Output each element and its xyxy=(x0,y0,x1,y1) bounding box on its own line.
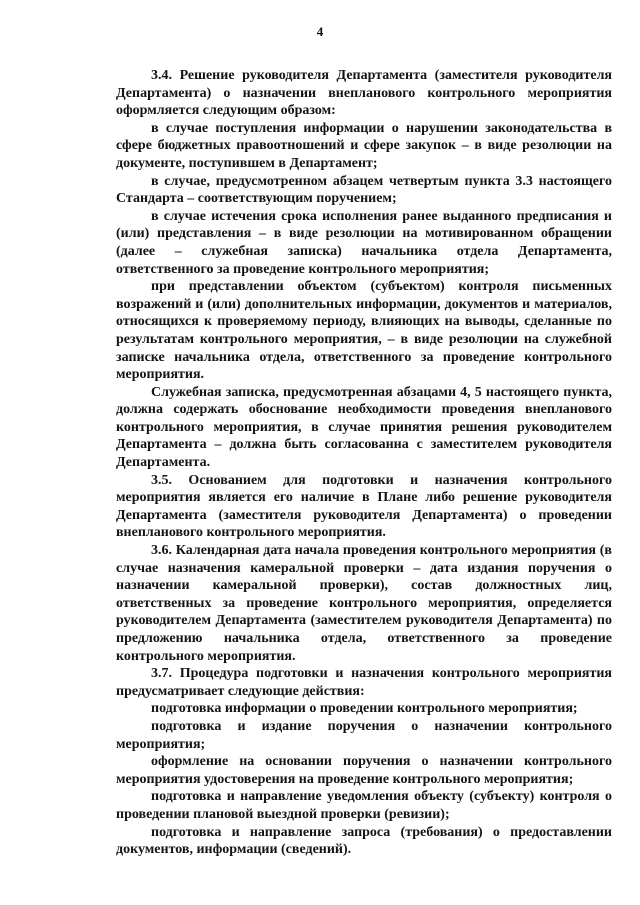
paragraph-service-note: Служебная записка, предусмотренная абзацами 4, 5 настоящего пункта, должна содержать обоснование необходимости проведения внепланового контрольного мероприятия, в случае принятия решения руководителем Департамента – должна быть согласованна с заместителем руководителя Департамента. xyxy=(116,384,612,471)
list-item-notification: подготовка и направление уведомления объекту (субъекту) контроля о проведении плановой выездной проверки (ревизии); xyxy=(116,789,612,822)
list-item-request: подготовка и направление запроса (требования) о предоставлении документов, информации (сведений). xyxy=(116,824,612,858)
paragraph-case-instruction: в случае, предусмотренном абзацем четвертым пункта 3.3 настоящего Стандарта – соответствующим поручением; xyxy=(116,173,612,207)
document-body xyxy=(116,67,612,859)
paragraph-3-4-intro: 3.4. Решение руководителя Департамента (заместителя руководителя Департамента) о назначении внепланового контрольного мероприятия оформляется следующим образом: xyxy=(116,68,612,119)
paragraph-3-5: 3.5. Основанием для подготовки и назначения контрольного мероприятия является его наличие в Плане либо решение руководителя Департамента (заместителя руководителя Департамента) о проведении внепланового контрольного мероприятия. xyxy=(116,472,612,541)
paragraph-case-objections: при представлении объектом (субъектом) контроля письменных возражений и (или) дополнительных информации, документов и материалов, относящихся к проверяемому периоду, влияющих на выводы, сделанные по результатам контрольного мероприятия, – в виде резолюции на служебной записке начальника отдела, ответственного за проведение контрольного мероприятия. xyxy=(116,279,612,383)
list-item-order-issuance: подготовка и издание поручения о назначении контрольного мероприятия; xyxy=(116,718,612,752)
paragraph-case-prescription-expiry: в случае истечения срока исполнения ранее выданного предписания и (или) представления – в виде резолюции на мотивированном обращении (далее – служебная записка) начальника отдела Департамента, ответственного за проведение контрольного мероприятия; xyxy=(116,208,612,277)
paragraph-3-6: 3.6. Календарная дата начала проведения контрольного мероприятия (в случае назначения камеральной проверки – дата издания поручения о назначении камеральной проверки), состав должностных лиц, ответственных за проведение контрольного мероприятия, определяется руководителем Департамента (заместителем руководителя Департамента) по предложению начальника отдела, ответственного за проведение контрольного мероприятия. xyxy=(116,543,612,664)
paragraph-3-7-intro: 3.7. Процедура подготовки и назначения контрольного мероприятия предусматривает следующие действия: xyxy=(116,666,612,699)
list-item-info-preparation: подготовка информации о проведении контрольного мероприятия; xyxy=(151,701,578,717)
page-number: 4 xyxy=(316,24,324,39)
paragraph-case-information: в случае поступления информации о нарушении законодательства в сфере бюджетных правоотношений и сфере закупок – в виде резолюции на документе, поступившем в Департамент; xyxy=(116,120,612,171)
list-item-certificate: оформление на основании поручения о назначении контрольного мероприятия удостоверения на проведение контрольного мероприятия; xyxy=(116,754,612,787)
